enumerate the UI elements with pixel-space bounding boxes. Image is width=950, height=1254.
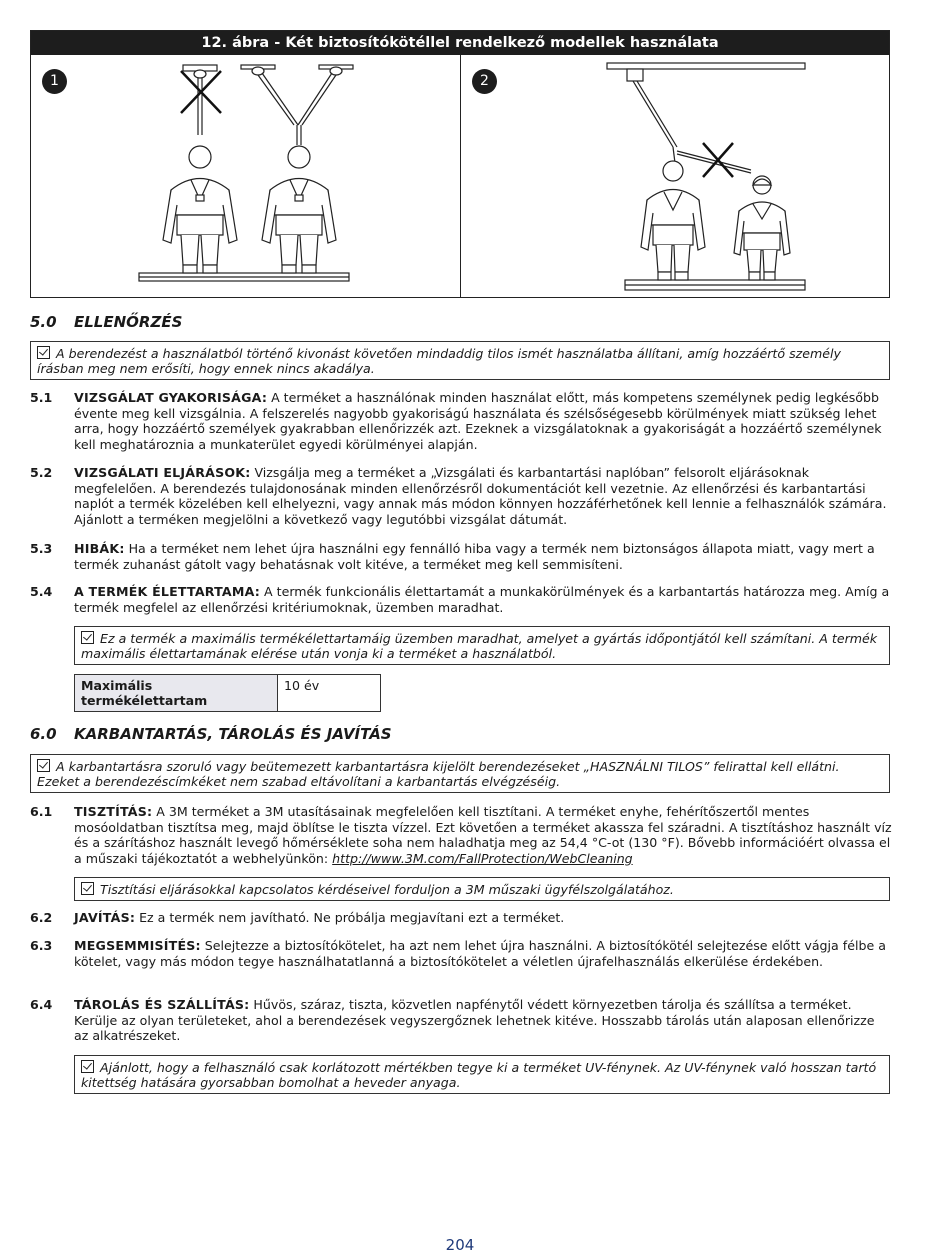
checkbox-checked-icon: [81, 1060, 94, 1073]
checkbox-checked-icon: [81, 882, 94, 895]
section-5-note: A berendezést a használatból történő kivonást követően mindaddig tilos ismét használatba állítani, amíg hozzáértő személy írásban meg nem erősíti, hogy ennek nincs akadálya.: [30, 341, 890, 380]
item-5-4: 5.4 A TERMÉK ÉLETTARTAMA: A termék funkcionális élettartamát a munkakörülmények és a karbantartás határozza meg. Amíg a termék megfelel az ellenőrzési kritériumoknak, üzemben maradhat.: [30, 584, 890, 615]
worker-figure: [641, 161, 705, 280]
worker-figure: [163, 146, 237, 273]
lifetime-note: Ez a termék a maximális termékélettartamáig üzemben maradhat, amelyet a gyártás időpontjától kell számítani. A termék maximális élettartamának elérése után vonja ki a terméket a használatból.: [74, 626, 890, 665]
uv-note: Ajánlott, hogy a felhasználó csak korlátozott mértékben tegye ki a terméket UV-fénynek. Az UV-fénynek való hosszan tartó kitettség hatására gyorsabban bomolhat a heveder anyaga.: [74, 1055, 890, 1094]
illustration-two-lanyards: [31, 55, 460, 298]
item-5-3: 5.3 HIBÁK: Ha a terméket nem lehet újra használni egy fennálló hiba vagy a termék nem biztonságos állapota miatt, vagy mert a termék zuhanást gátolt vagy behatásnak volt kitéve, a terméket meg kell semmisíteni.: [30, 541, 875, 572]
checkbox-checked-icon: [37, 346, 50, 359]
item-6-1: 6.1 TISZTÍTÁS: A 3M terméket a 3M utasításainak megfelelően kell tisztítani. A terméket enyhe, fehérítőszertől mentes mosóoldatban tisztítsa meg, majd öblítse le tiszta vízzel. Ezt követően a terméket akassza fel száradni. A tisztításhoz használt víz és a szárításhoz használt levegő hőmérséklete soha nem haladhatja meg az 54,4 °C-ot (130 °F). Bővebb információért olvassa el a műszaki tájékoztatót a webhelyünkön: http://www.3M.com/FallProtection/WebCleaning: [30, 804, 892, 866]
section-5-title: 5.0 ELLENŐRZÉS: [30, 313, 183, 331]
panel-number-badge: 1: [42, 69, 67, 94]
panel-number-badge: 2: [472, 69, 497, 94]
item-5-1: 5.1 VIZSGÁLAT GYAKORISÁGA: A terméket a használónak minden használat előtt, más kompetens személynek pedig legkésőbb évente meg kell vizsgálnia. A felszerelés nagyobb gyakoriságú használata és szélsőségesebb körülmények miatt szükség lehet arra, hogy hozzáértő személyek gyakrabban ellenőrizzék azt. Ezeknek a vizsgálatoknak a gyakoriságát a hozzáértő személynek kell meghatároznia a munkaterület egyedi körülményei alapján.: [30, 390, 882, 452]
figure-panel-2: [461, 55, 889, 297]
lifetime-value: 10 év: [278, 675, 381, 712]
page-number: 204: [445, 1236, 475, 1254]
figure-title: 12. ábra - Két biztosítókötéllel rendelkező modellek használata: [31, 31, 889, 55]
item-5-2: 5.2 VIZSGÁLATI ELJÁRÁSOK: Vizsgálja meg a terméket a „Vizsgálati és karbantartási naplóban” felsorolt eljárásoknak megfelelően. A berendezés tulajdonosának minden ellenőrzésről dokumentációt kell vezetnie. Az ellenőrzési és karbantartási naplót a termék közelében kell elhelyezni, vagy annak más módon könnyen hozzáférhetőnek kell lennie a felhasználók számára. Ajánlott a terméken megjelölni a következő vagy legutóbbi vizsgálat dátumát.: [30, 465, 887, 527]
figure-12: [30, 30, 890, 298]
cross-x-icon: [703, 143, 733, 177]
web-cleaning-link[interactable]: http://www.3M.com/FallProtection/WebCleaning: [332, 850, 633, 866]
checkbox-checked-icon: [37, 759, 50, 772]
section-6-title: 6.0 KARBANTARTÁS, TÁROLÁS ÉS JAVÍTÁS: [30, 725, 392, 743]
item-6-3: 6.3 MEGSEMMISÍTÉS: Selejtezze a biztosítókötelet, ha azt nem lehet újra használni. A biztosítókötél selejtezése előtt vágja félbe a kötelet, vagy más módon tegye használhatatlanná a biztosítókötelet a véletlen újrafelhasználás elkerülése érdekében.: [30, 938, 886, 969]
item-6-2: 6.2 JAVÍTÁS: Ez a termék nem javítható. Ne próbálja megjavítani ezt a terméket.: [30, 910, 565, 925]
lifetime-table: [74, 674, 381, 712]
section-6-note: A karbantartásra szoruló vagy beütemezett karbantartásra kijelölt berendezéseket „HASZNÁLNI TILOS” felirattal kell ellátni. Ezeket a berendezéscímkéket nem szabad eltávolítani a karbantartás elvégzéséig.: [30, 754, 890, 793]
item-6-4: 6.4 TÁROLÁS ÉS SZÁLLÍTÁS: Hűvös, száraz, tiszta, közvetlen napfénytől védett környezetben tárolja és szállítsa a terméket. Kerülje az olyan területeket, ahol a berendezések vegyszergőznek lehetnek kitéve. Hosszabb tárolás után alaposan ellenőrizze az alkatrészeket.: [30, 997, 875, 1043]
lifetime-label: Maximális termékélettartam: [75, 675, 278, 712]
illustration-two-workers: [461, 55, 891, 298]
cleaning-note: Tisztítási eljárásokkal kapcsolatos kérdéseivel forduljon a 3M műszaki ügyfélszolgálatához.: [74, 877, 890, 901]
worker-figure: [262, 146, 336, 273]
worker-figure: [734, 176, 790, 280]
figure-panel-1: [31, 55, 461, 297]
checkbox-checked-icon: [81, 631, 94, 644]
